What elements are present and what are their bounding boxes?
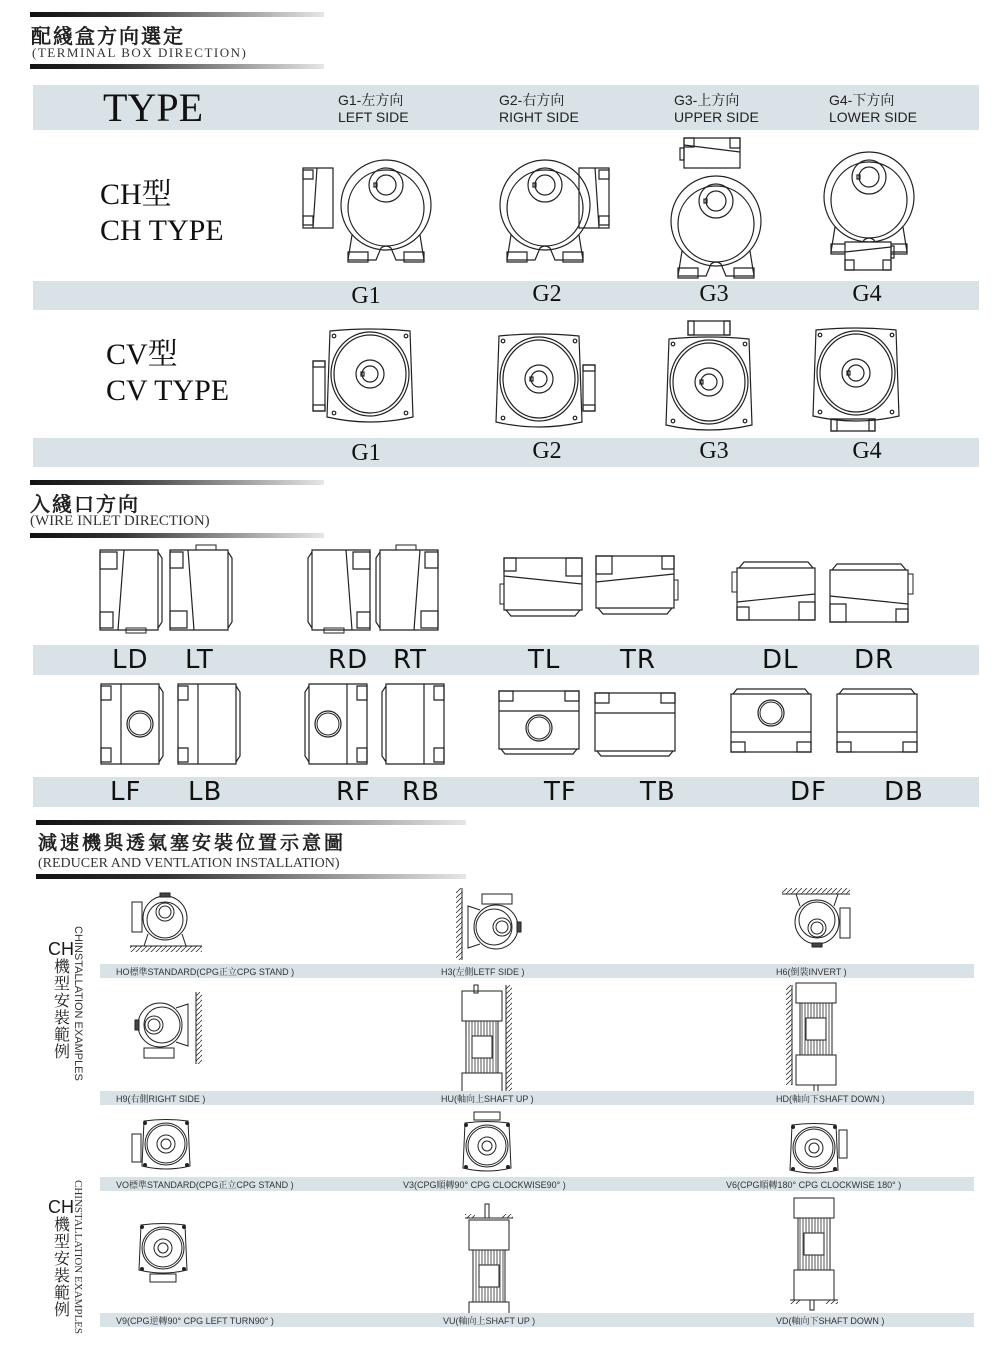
inst-hd-icon [786, 985, 846, 1095]
wire-inlet-db-icon [837, 690, 921, 756]
ch-g2-motor-icon [485, 150, 625, 270]
label-db: DB [884, 777, 924, 807]
ch-g3-motor-icon [664, 138, 774, 278]
inst-h9-icon [130, 992, 210, 1064]
cv-label-g2: G2 [532, 438, 562, 464]
caption-v3: V3(CPG順轉90° CPG CLOCKWISE90° ) [403, 1180, 566, 1190]
ch-side-label-2 [48, 1198, 72, 1318]
label-ld: LD [112, 645, 149, 675]
section-divider [30, 480, 324, 485]
label-dr: DR [854, 645, 895, 675]
caption-h6: H6(倒裝INVERT ) [776, 967, 847, 977]
label-tf: TF [544, 777, 577, 807]
cv-g3-motor-icon [662, 321, 762, 436]
cv-g2-motor-icon [494, 332, 604, 432]
header-col-g3-en: UPPER SIDE [674, 109, 759, 125]
type-header-label: TYPE [103, 85, 203, 130]
inst-v9-icon [138, 1222, 198, 1292]
cv-type-label [106, 337, 229, 409]
ch-side-en-1: CHINSTALLATION EXAMPLES [72, 926, 84, 1081]
header-col-g4-en: LOWER SIDE [829, 109, 917, 125]
inst-v6-icon [789, 1122, 859, 1182]
section-divider [36, 874, 466, 879]
wire-inlet-title-en: (WIRE INLET DIRECTION) [30, 513, 210, 529]
wire-inlet-rb-icon [382, 684, 448, 768]
wire-inlet-tb-icon [595, 693, 679, 759]
wire-inlet-row2-band [33, 777, 979, 807]
ch-label-g4: G4 [852, 281, 882, 307]
ch-side-prefix-2: CH [48, 1197, 74, 1217]
label-lt: LT [185, 645, 214, 675]
label-rb: RB [402, 777, 440, 807]
wire-inlet-tf-icon [499, 691, 583, 757]
caption-hd: HD(軸向下SHAFT DOWN ) [776, 1094, 885, 1104]
wire-inlet-row1-band [33, 645, 979, 675]
label-lb: LB [188, 777, 223, 807]
wire-inlet-tr-icon [596, 556, 682, 620]
ch-label-g2: G2 [532, 281, 562, 307]
ch-side-en-2: CHINSTALLATION EXAMPLES [72, 1180, 84, 1335]
label-tb: TB [640, 777, 676, 807]
cv-g1-motor-icon [313, 327, 423, 427]
label-tr: TR [620, 645, 656, 675]
wire-inlet-rf-icon [305, 684, 371, 768]
caption-vu: VU(軸向上SHAFT UP ) [443, 1316, 536, 1326]
cv-label-g1: G1 [351, 440, 381, 466]
wire-inlet-dr-icon [830, 560, 916, 624]
label-tl: TL [528, 645, 561, 675]
caption-v9: V9(CPG逆轉90° CPG LEFT TURN90° ) [116, 1316, 274, 1326]
caption-v6: V6(CPG順轉180° CPG CLOCKWISE 180° ) [726, 1180, 902, 1190]
cv-label-g4: G4 [852, 438, 882, 464]
wire-inlet-title-zh: 入綫口方向 [30, 492, 140, 516]
inst-h3-icon [456, 888, 536, 960]
header-col-g2-en: RIGHT SIDE [499, 109, 579, 125]
ch-type-en: CH TYPE [100, 214, 224, 247]
installation-title-zh: 減速機與透氣塞安裝位置示意圖 [38, 832, 347, 854]
ch-type-label [100, 177, 224, 249]
ch-g4-motor-icon [817, 142, 927, 277]
installation-title-en: (REDUCER AND VENTLATION INSTALLATION) [38, 856, 340, 871]
header-col-g1-zh: G1-左方向 [338, 92, 404, 108]
wire-inlet-tl-icon [500, 558, 582, 622]
header-col-g1 [338, 92, 409, 126]
cv-label-g3: G3 [699, 438, 729, 464]
section-divider [30, 533, 324, 538]
ch-label-g3: G3 [699, 281, 729, 307]
wire-inlet-lf-icon [101, 684, 167, 768]
label-rf: RF [336, 777, 372, 807]
wire-inlet-ld-icon [100, 550, 166, 634]
inst-h6-icon [782, 888, 862, 960]
ch-g1-motor-icon [303, 150, 443, 270]
cv-g4-motor-icon [809, 326, 909, 436]
ch-side-label-1 [48, 940, 72, 1060]
ch-side-prefix: CH [48, 939, 74, 959]
ch-side-zh: 機型安裝範例 [51, 958, 69, 1060]
caption-h3: H3(左側LETF SIDE ) [441, 967, 525, 977]
wire-inlet-lb-icon [178, 684, 244, 768]
wire-inlet-rt-icon [376, 550, 442, 634]
header-col-g3-zh: G3-上方向 [674, 92, 740, 108]
wire-inlet-rd-icon [308, 550, 374, 634]
header-col-g3 [674, 92, 759, 126]
inst-v3-icon [462, 1112, 522, 1178]
inst-ho-icon [130, 888, 210, 958]
terminal-box-title-en: (TERMINAL BOX DIRECTION) [32, 45, 248, 60]
inst-vu-icon [465, 1200, 525, 1310]
label-dl: DL [762, 645, 799, 675]
wire-inlet-df-icon [731, 690, 815, 756]
label-rt: RT [393, 645, 428, 675]
section-divider [36, 820, 466, 825]
inst-vo-icon [130, 1118, 200, 1178]
label-lf: LF [110, 777, 142, 807]
label-df: DF [790, 777, 827, 807]
inst-hu-icon [460, 985, 520, 1095]
header-col-g2 [499, 92, 579, 126]
ch-type-zh: CH型 [100, 178, 172, 211]
ch-side-zh-2: 機型安裝範例 [51, 1216, 69, 1318]
ch-label-g1: G1 [351, 283, 381, 309]
caption-hu: HU(軸向上SHAFT UP ) [441, 1094, 534, 1104]
caption-vo: VO標準STANDARD(CPG正立CPG STAND ) [116, 1180, 294, 1190]
header-col-g4 [829, 92, 917, 126]
wire-inlet-dl-icon [732, 558, 818, 622]
inst-vd-icon [790, 1200, 850, 1310]
label-rd: RD [328, 645, 369, 675]
caption-h9: H9(右側RIGHT SIDE ) [116, 1094, 206, 1104]
header-col-g1-en: LEFT SIDE [338, 109, 409, 125]
cv-type-zh: CV型 [106, 338, 178, 371]
caption-vd: VD(軸向下SHAFT DOWN ) [776, 1316, 885, 1326]
wire-inlet-lt-icon [170, 550, 236, 634]
cv-type-en: CV TYPE [106, 374, 230, 407]
terminal-box-title-zh: 配綫盒方向選定 [31, 24, 185, 48]
caption-ho: HO標準STANDARD(CPG正立CPG STAND ) [116, 967, 295, 977]
header-col-g2-zh: G2-右方向 [499, 92, 565, 108]
section-divider [30, 64, 324, 69]
section-divider [30, 12, 324, 17]
header-col-g4-zh: G4-下方向 [829, 92, 895, 108]
